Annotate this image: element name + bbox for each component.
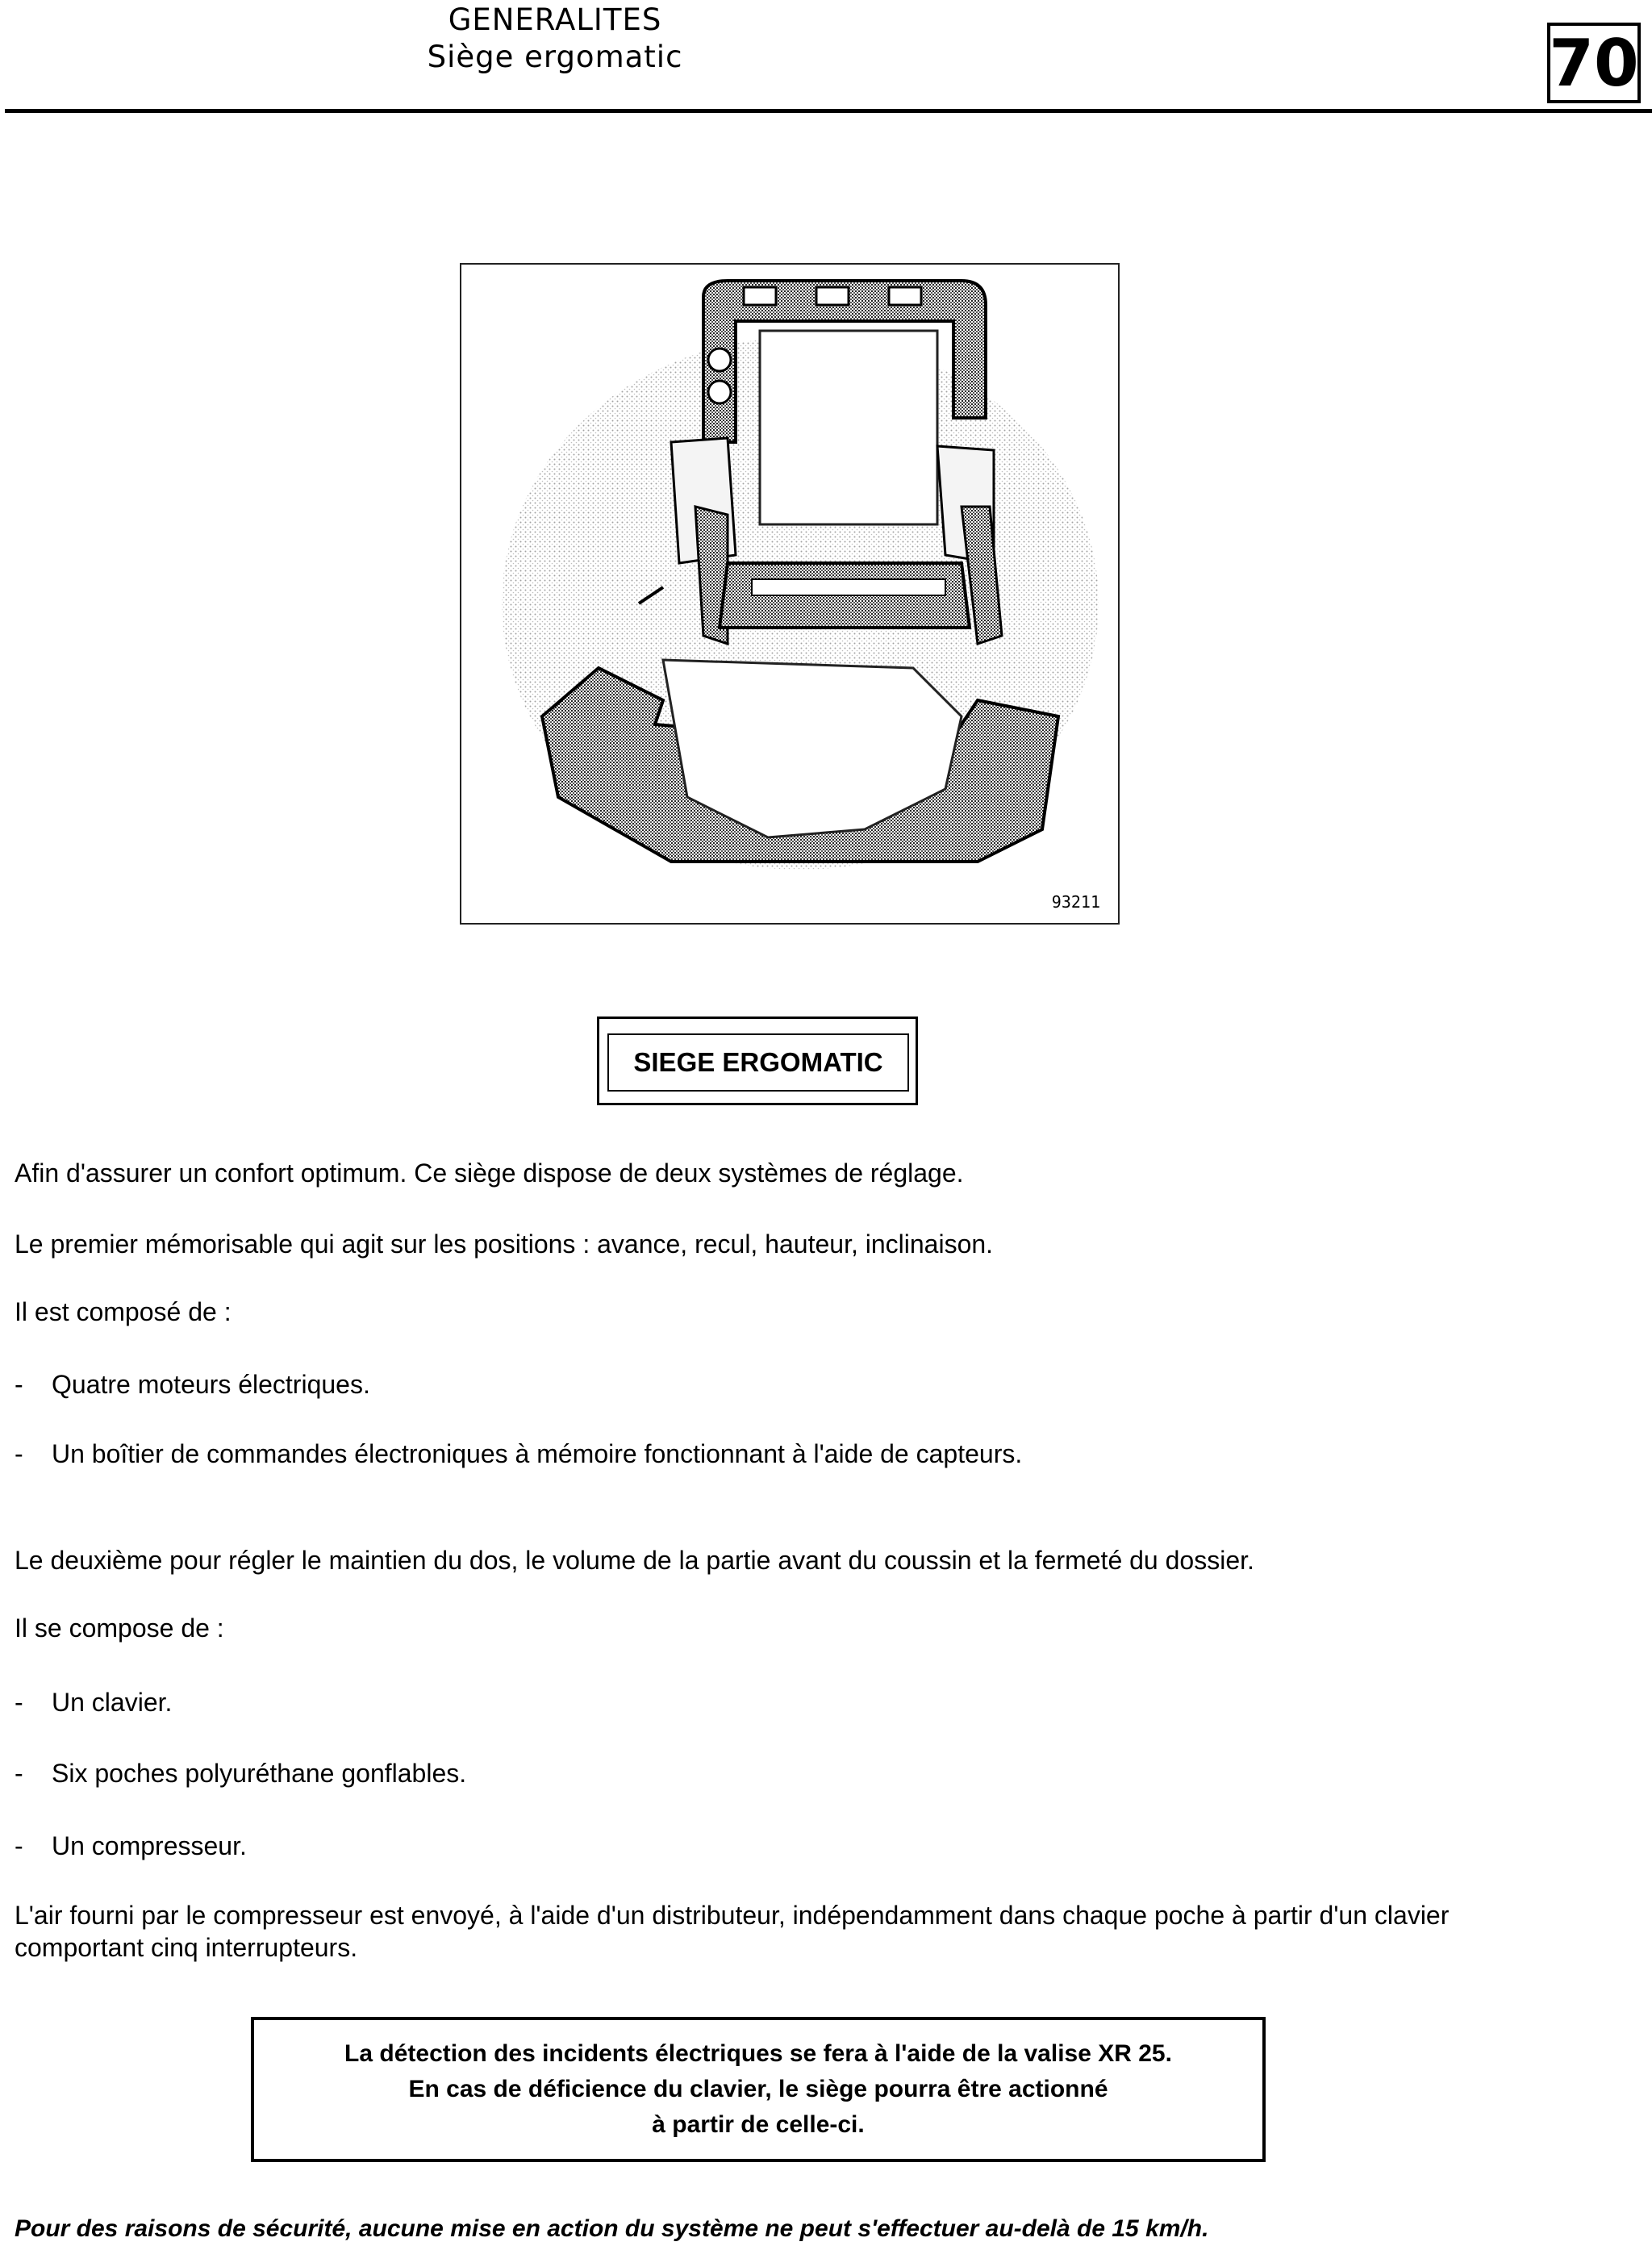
bullet-dash: -	[15, 1759, 23, 1788]
air-flow-paragraph: L'air fourni par le compresseur est envoyé, à l'aide d'un distributeur, indépendamment dans chaque poche à partir d'un clavier comportant cinq interrupteurs.	[15, 1901, 1450, 1962]
note-box	[251, 2017, 1266, 2162]
bullet-dash: -	[15, 1439, 23, 1468]
bullet-dash: -	[15, 1831, 23, 1860]
second-system-paragraph: Le deuxième pour régler le maintien du dos, le volume de la partie avant du coussin et la fermeté du dossier.	[15, 1546, 1254, 1575]
list-item	[15, 1438, 1022, 1470]
second-composed-label: Il se compose de :	[15, 1614, 224, 1643]
list-item-text: Un clavier.	[52, 1688, 173, 1717]
list-item-text: Six poches polyuréthane gonflables.	[52, 1759, 467, 1788]
chapter-number: 70	[1547, 23, 1641, 103]
list-item	[15, 1830, 247, 1862]
bullet-dash: -	[15, 1688, 23, 1717]
first-composed-label: Il est composé de :	[15, 1297, 232, 1326]
section-title-frame	[597, 1017, 918, 1105]
header-divider	[5, 109, 1652, 113]
list-item	[15, 1686, 172, 1718]
first-system-paragraph: Le premier mémorisable qui agit sur les positions : avance, recul, hauteur, inclinaison.	[15, 1229, 994, 1259]
note-line-1: La détection des incidents électriques se fera à l'aide de la valise XR 25.	[344, 2040, 1172, 2067]
list-item-text: Quatre moteurs électriques.	[52, 1370, 370, 1399]
page-title: GENERALITES	[448, 2, 662, 37]
list-item-text: Un boîtier de commandes électroniques à mémoire fonctionnant à l'aide de capteurs.	[52, 1439, 1023, 1468]
note-line-2: En cas de déficience du clavier, le siège pourra être actionné	[408, 2076, 1108, 2102]
page-subtitle: Siège ergomatic	[427, 40, 683, 74]
seat-frame-illustration-icon	[461, 265, 1118, 923]
section-title: SIEGE ERGOMATIC	[607, 1033, 909, 1092]
bullet-dash: -	[15, 1370, 23, 1399]
safety-note: Pour des raisons de sécurité, aucune mise en action du système ne peut s'effectuer au-delà de 15 km/h.	[15, 2215, 1209, 2242]
seat-figure	[460, 263, 1120, 925]
intro-paragraph: Afin d'assurer un confort optimum. Ce siège dispose de deux systèmes de réglage.	[15, 1158, 964, 1188]
note-line-3: à partir de celle-ci.	[652, 2111, 865, 2138]
figure-reference: 93211	[1051, 892, 1100, 912]
list-item	[15, 1368, 370, 1401]
list-item-text: Un compresseur.	[52, 1831, 247, 1860]
list-item	[15, 1757, 466, 1789]
